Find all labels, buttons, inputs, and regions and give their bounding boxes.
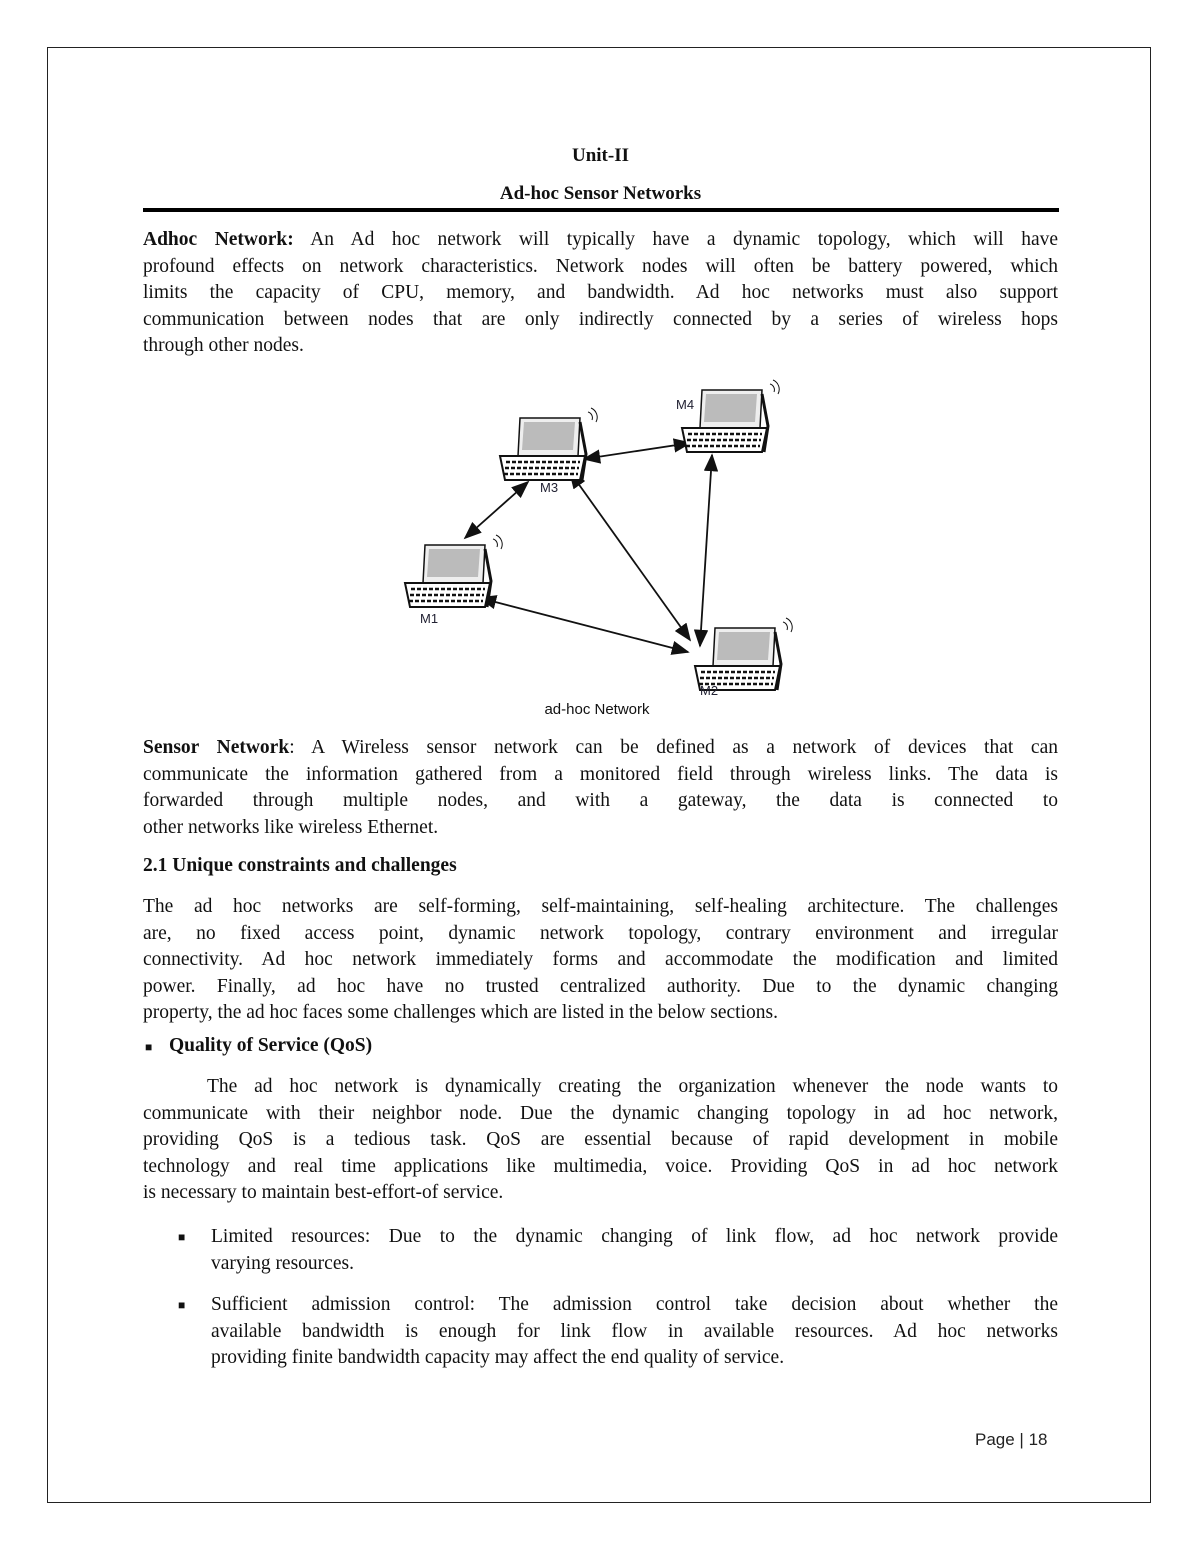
bullet-square-icon: ■ (145, 1040, 153, 1054)
text-line: providing QoS is a tedious task. QoS are essential because of rapid development in mobile (143, 1129, 1058, 1150)
text-line: property, the ad hoc faces some challenges which are listed in the below sections. (143, 1002, 778, 1023)
page-number: Page | 18 (975, 1430, 1048, 1449)
term-label: Sensor Network (143, 737, 290, 758)
text-line: forwarded through multiple nodes, and with a gateway, the data is connected to (143, 790, 1058, 811)
qos-paragraph (143, 1074, 1058, 1207)
laptop-icon-m1 (405, 535, 502, 607)
text-line: technology and real time applications like multimedia, voice. Providing QoS in ad hoc network (143, 1155, 1058, 1177)
text-line: providing finite bandwidth capacity may affect the end quality of service. (211, 1347, 785, 1368)
text-line: other networks like wireless Ethernet. (143, 816, 439, 838)
node-label-m1: M1 (420, 611, 439, 626)
link-m1-m3 (465, 482, 528, 538)
bullet-admission-control (211, 1292, 1058, 1372)
link-m1-m2 (480, 598, 688, 652)
text-line (143, 735, 1058, 762)
challenges-paragraph (143, 894, 1058, 1027)
bullet-limited-resources (211, 1224, 1058, 1277)
title-rule (143, 208, 1059, 212)
text-line: varying resources. (211, 1252, 354, 1274)
bullet-square-icon: ■ (178, 1298, 186, 1312)
node-label-m4: M4 (676, 397, 695, 412)
link-m3-m2 (570, 472, 690, 640)
adhoc-paragraph (143, 227, 1058, 360)
adhoc-network-diagram (390, 370, 810, 725)
section-heading: 2.1 Unique constraints and challenges (143, 855, 457, 876)
text-line: Limited resources: Due to the dynamic changing of link flow, ad hoc network provide (211, 1226, 1058, 1247)
text-line: connectivity. Ad hoc network immediately forms and accommodate the modification and limited (143, 949, 1058, 970)
text-run: An Ad hoc network will typically have a dynamic topology, which will have (293, 229, 1059, 250)
text-line: are, no fixed access point, dynamic network topology, contrary environment and irregular (143, 922, 1058, 944)
qos-heading: Quality of Service (QoS) (169, 1035, 373, 1056)
link-m3-m4 (584, 443, 690, 459)
text-line (143, 227, 1058, 254)
laptop-icon-m3 (500, 408, 597, 480)
node-label-m2: M2 (700, 683, 719, 698)
text-line: communicate with their neighbor node. Due the dynamic changing topology in ad hoc network, (143, 1102, 1058, 1124)
laptop-icon-m2 (695, 618, 792, 690)
unit-title: Unit-II (571, 145, 629, 166)
text-line: The ad hoc networks are self-forming, self-maintaining, self-healing architecture. The challenges (143, 896, 1058, 917)
text-line: available bandwidth is enough for link flow in available resources. Ad hoc networks (211, 1320, 1058, 1342)
text-line: The ad hoc network is dynamically creating the organization whenever the node wants to (207, 1076, 1058, 1097)
laptop-icon-m4 (682, 380, 779, 452)
term-label: Adhoc Network: (143, 229, 294, 250)
node-label-m3: M3 (540, 480, 559, 495)
text-line: power. Finally, ad hoc have no trusted centralized authority. Due to the dynamic changing (143, 975, 1058, 997)
text-line: through other nodes. (143, 335, 304, 356)
diagram-caption: ad-hoc Network (544, 701, 650, 718)
bullet-square-icon: ■ (178, 1230, 186, 1244)
text-line: profound effects on network characteristics. Network nodes will often be battery powered, which (143, 255, 1058, 277)
text-run: : A Wireless sensor network can be defined as a network of devices that can (289, 737, 1058, 758)
link-m4-m2 (700, 455, 712, 646)
sensor-paragraph (143, 735, 1058, 841)
text-line: communicate the information gathered from a monitored field through wireless links. The data is (143, 763, 1058, 785)
page-title: Ad-hoc Sensor Networks (499, 183, 702, 204)
text-line: Sufficient admission control: The admission control take decision about whether the (211, 1294, 1058, 1315)
text-line: is necessary to maintain best-effort-of service. (143, 1182, 504, 1203)
text-line: limits the capacity of CPU, memory, and bandwidth. Ad hoc networks must also support (143, 282, 1058, 303)
text-line: communication between nodes that are only indirectly connected by a series of wireless hops (143, 308, 1058, 330)
